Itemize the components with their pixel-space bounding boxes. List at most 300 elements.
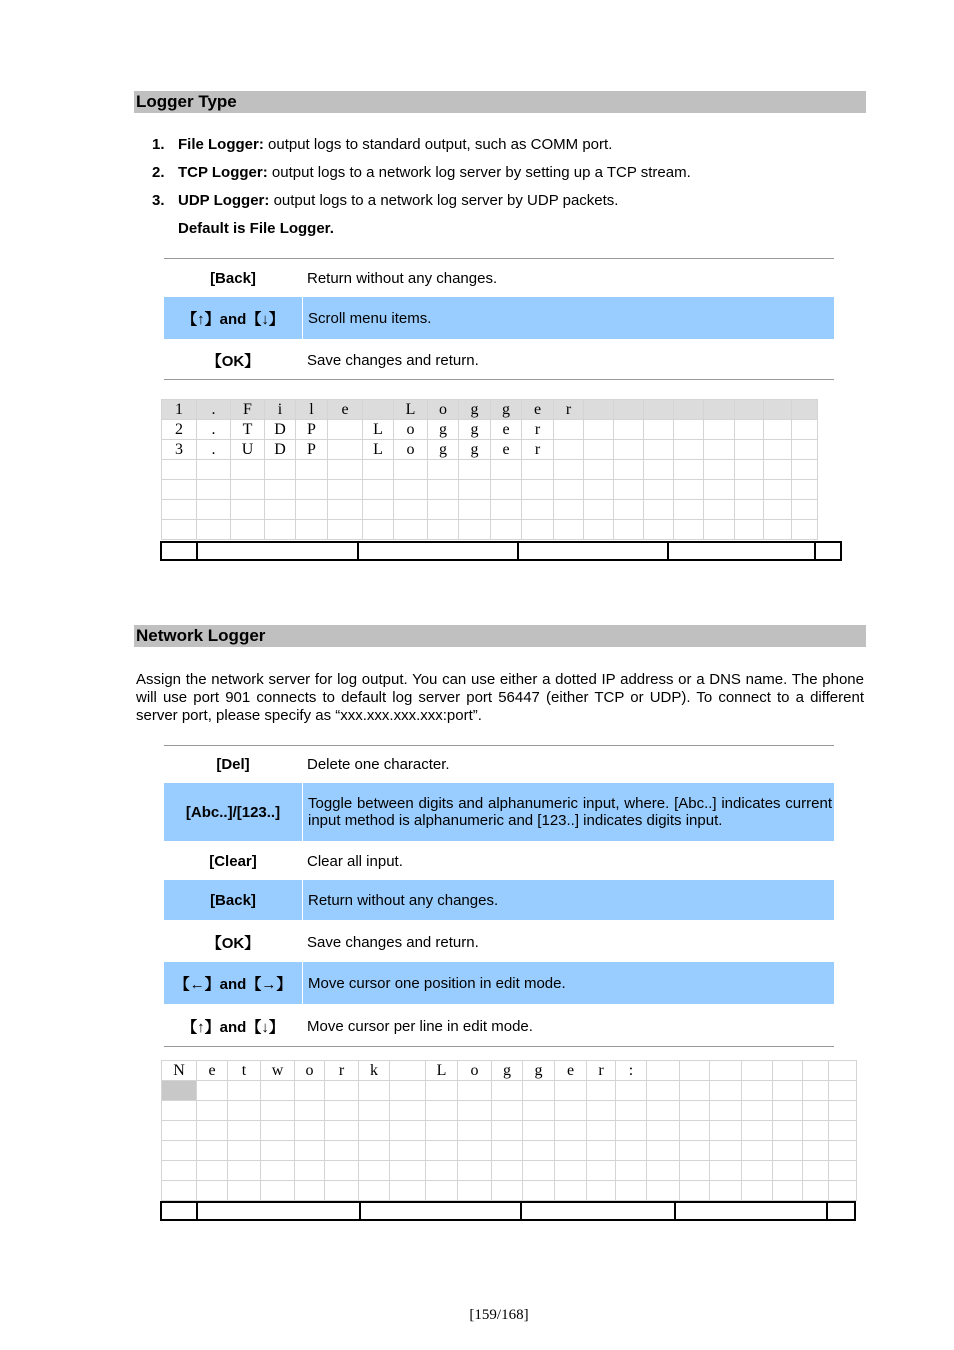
lcd-cell bbox=[644, 440, 674, 460]
lcd-cell bbox=[584, 520, 614, 540]
lcd-cell bbox=[162, 1141, 197, 1161]
lcd-cell bbox=[704, 480, 735, 500]
lcd-cell bbox=[803, 1061, 829, 1081]
lcd-cell bbox=[325, 1141, 359, 1161]
key-label: 【↑】and【↓】 bbox=[164, 297, 303, 339]
key-description: Delete one character. bbox=[307, 756, 450, 773]
lcd-cell: o bbox=[394, 440, 428, 460]
lcd-cell bbox=[764, 460, 792, 480]
lcd-cell bbox=[328, 480, 363, 500]
lcd-cell: e bbox=[491, 440, 522, 460]
lcd-cell bbox=[680, 1141, 710, 1161]
lcd-cell bbox=[614, 520, 644, 540]
lcd-cell bbox=[735, 520, 764, 540]
lcd-cell: T bbox=[231, 420, 265, 440]
lcd-cell: . bbox=[197, 440, 231, 460]
lcd-cell bbox=[644, 420, 674, 440]
lcd-cell bbox=[647, 1101, 680, 1121]
lcd-cell bbox=[458, 1161, 492, 1181]
lcd-cell: U bbox=[231, 440, 265, 460]
lcd-cell bbox=[680, 1101, 710, 1121]
key-row bbox=[164, 1006, 834, 1046]
lcd-cell bbox=[428, 460, 459, 480]
lcd-cell bbox=[680, 1061, 710, 1081]
lcd-cell bbox=[587, 1141, 616, 1161]
lcd-cell bbox=[773, 1101, 803, 1121]
lcd-cell: k bbox=[359, 1061, 390, 1081]
lcd-cell: L bbox=[363, 420, 394, 440]
lcd-cell: g bbox=[428, 420, 459, 440]
key-label: [Back] bbox=[164, 880, 303, 920]
list-item: 3. UDP Logger: output logs to a network log server by UDP packets. bbox=[152, 192, 619, 209]
lcd-cell bbox=[773, 1081, 803, 1101]
lcd-cell bbox=[792, 500, 818, 520]
lcd-cell bbox=[491, 520, 522, 540]
lcd-cell bbox=[555, 1181, 587, 1201]
lcd-cell: o bbox=[295, 1061, 325, 1081]
lcd-cell bbox=[162, 1081, 197, 1101]
lcd-cell bbox=[296, 500, 328, 520]
lcd-cell bbox=[197, 1101, 228, 1121]
softkey-slot bbox=[198, 543, 359, 559]
lcd-cell: e bbox=[197, 1061, 228, 1081]
lcd-cell bbox=[197, 1141, 228, 1161]
lcd-cell bbox=[674, 460, 704, 480]
lcd-cell bbox=[704, 400, 735, 420]
key-description: Clear all input. bbox=[307, 853, 403, 870]
lcd-cell bbox=[735, 400, 764, 420]
lcd-cell: g bbox=[459, 440, 491, 460]
lcd-cell bbox=[228, 1141, 261, 1161]
lcd-cell bbox=[614, 500, 644, 520]
lcd-cell bbox=[587, 1161, 616, 1181]
key-row bbox=[164, 922, 834, 962]
lcd-cell bbox=[644, 400, 674, 420]
lcd-cell: r bbox=[522, 440, 554, 460]
lcd-cell bbox=[644, 500, 674, 520]
lcd-cell: : bbox=[616, 1061, 647, 1081]
lcd-cell bbox=[162, 480, 197, 500]
lcd-cell bbox=[614, 420, 644, 440]
lcd-cell: w bbox=[261, 1061, 295, 1081]
lcd-cell: g bbox=[459, 420, 491, 440]
lcd-cell bbox=[295, 1081, 325, 1101]
lcd-cell bbox=[459, 500, 491, 520]
lcd-cell bbox=[735, 460, 764, 480]
lcd-cell bbox=[710, 1101, 742, 1121]
lcd-cell bbox=[492, 1121, 523, 1141]
lcd-cell bbox=[426, 1161, 458, 1181]
key-description: Return without any changes. bbox=[308, 891, 499, 909]
lcd-cell bbox=[295, 1141, 325, 1161]
lcd-cell bbox=[295, 1181, 325, 1201]
lcd-cell bbox=[674, 440, 704, 460]
lcd-cell bbox=[773, 1181, 803, 1201]
lcd-cell bbox=[522, 520, 554, 540]
lcd-cell bbox=[228, 1181, 261, 1201]
lcd-cell bbox=[162, 1181, 197, 1201]
lcd-cell bbox=[265, 460, 296, 480]
lcd-cell bbox=[523, 1141, 555, 1161]
lcd-cell bbox=[829, 1121, 857, 1141]
lcd-cell bbox=[735, 500, 764, 520]
lcd-cell: e bbox=[491, 420, 522, 440]
lcd-cell bbox=[647, 1141, 680, 1161]
lcd-cell bbox=[829, 1081, 857, 1101]
lcd-cell bbox=[554, 520, 584, 540]
lcd-cell bbox=[522, 480, 554, 500]
lcd-cell bbox=[197, 1161, 228, 1181]
lcd-cell bbox=[522, 500, 554, 520]
lcd-cell bbox=[426, 1141, 458, 1161]
key-row bbox=[164, 746, 834, 783]
section-header-logger-type bbox=[134, 91, 866, 113]
lcd-cell bbox=[325, 1121, 359, 1141]
lcd-cell bbox=[773, 1141, 803, 1161]
lcd-cell bbox=[803, 1101, 829, 1121]
list-item: 2. TCP Logger: output logs to a network log server by setting up a TCP stream. bbox=[152, 164, 691, 181]
lcd-cell bbox=[555, 1161, 587, 1181]
lcd-cell: g bbox=[491, 400, 522, 420]
key-label: [Del] bbox=[216, 756, 250, 773]
lcd-cell bbox=[428, 500, 459, 520]
lcd-cell bbox=[710, 1181, 742, 1201]
lcd-cell bbox=[829, 1161, 857, 1181]
lcd-cell bbox=[587, 1101, 616, 1121]
softkey-slot bbox=[361, 1203, 522, 1219]
lcd-cell bbox=[742, 1121, 773, 1141]
lcd-cell bbox=[704, 440, 735, 460]
softkey-slot bbox=[519, 543, 669, 559]
lcd-cell bbox=[228, 1121, 261, 1141]
lcd-cell: L bbox=[363, 440, 394, 460]
lcd-cell bbox=[228, 1101, 261, 1121]
lcd-cell: L bbox=[394, 400, 428, 420]
lcd-cell bbox=[704, 520, 735, 540]
lcd-cell bbox=[492, 1141, 523, 1161]
lcd-cell bbox=[584, 400, 614, 420]
lcd-cell bbox=[616, 1081, 647, 1101]
lcd-cell bbox=[803, 1181, 829, 1201]
lcd-cell bbox=[647, 1061, 680, 1081]
lcd-cell bbox=[704, 500, 735, 520]
softkey-slot bbox=[669, 543, 816, 559]
lcd-cell bbox=[197, 520, 231, 540]
lcd-cell bbox=[394, 520, 428, 540]
lcd-cell: i bbox=[265, 400, 296, 420]
lcd-cell bbox=[363, 500, 394, 520]
softkey-slot bbox=[676, 1203, 828, 1219]
lcd-cell: o bbox=[394, 420, 428, 440]
lcd-cell bbox=[555, 1141, 587, 1161]
lcd-cell bbox=[710, 1081, 742, 1101]
section-title: Network Logger bbox=[136, 626, 266, 645]
lcd-cell bbox=[735, 480, 764, 500]
lcd-cell bbox=[803, 1121, 829, 1141]
lcd-cell bbox=[458, 1081, 492, 1101]
lcd-cell bbox=[554, 500, 584, 520]
lcd-cell bbox=[680, 1161, 710, 1181]
softkey-bar bbox=[160, 1201, 856, 1221]
lcd-cell bbox=[647, 1121, 680, 1141]
lcd-cell: N bbox=[162, 1061, 197, 1081]
softkey-slot bbox=[828, 1203, 854, 1219]
lcd-cell bbox=[554, 420, 584, 440]
lcd-cell bbox=[616, 1181, 647, 1201]
key-label: 【OK】 bbox=[206, 352, 260, 370]
lcd-cell bbox=[296, 520, 328, 540]
softkey-bar bbox=[160, 541, 842, 561]
lcd-cell bbox=[674, 480, 704, 500]
lcd-cell bbox=[742, 1061, 773, 1081]
key-row bbox=[164, 259, 834, 297]
lcd-cell: . bbox=[197, 400, 231, 420]
lcd-cell bbox=[359, 1101, 390, 1121]
lcd-cell bbox=[764, 440, 792, 460]
lcd-cell bbox=[587, 1121, 616, 1141]
lcd-cell: r bbox=[325, 1061, 359, 1081]
lcd-cell bbox=[803, 1161, 829, 1181]
lcd-cell bbox=[491, 460, 522, 480]
lcd-cell bbox=[162, 500, 197, 520]
lcd-screen-network-logger bbox=[161, 1060, 857, 1201]
lcd-cell: . bbox=[197, 420, 231, 440]
lcd-cell bbox=[197, 480, 231, 500]
lcd-cell bbox=[359, 1081, 390, 1101]
lcd-cell bbox=[426, 1181, 458, 1201]
lcd-cell bbox=[491, 500, 522, 520]
lcd-cell bbox=[295, 1101, 325, 1121]
lcd-cell bbox=[764, 400, 792, 420]
lcd-cell bbox=[162, 1101, 197, 1121]
lcd-cell bbox=[587, 1181, 616, 1201]
lcd-cell bbox=[359, 1161, 390, 1181]
lcd-cell bbox=[773, 1061, 803, 1081]
lcd-cell bbox=[363, 400, 394, 420]
network-logger-key-table bbox=[164, 745, 834, 1047]
lcd-cell bbox=[458, 1121, 492, 1141]
lcd-cell bbox=[584, 480, 614, 500]
lcd-cell bbox=[261, 1141, 295, 1161]
lcd-cell: D bbox=[265, 420, 296, 440]
lcd-cell bbox=[792, 460, 818, 480]
lcd-cell bbox=[390, 1141, 426, 1161]
lcd-cell bbox=[197, 1121, 228, 1141]
key-row bbox=[164, 880, 834, 922]
lcd-cell bbox=[162, 1161, 197, 1181]
lcd-cell bbox=[261, 1081, 295, 1101]
lcd-cell bbox=[265, 520, 296, 540]
lcd-cell: r bbox=[522, 420, 554, 440]
lcd-cell: L bbox=[426, 1061, 458, 1081]
lcd-cell bbox=[614, 480, 644, 500]
key-label: [Clear] bbox=[209, 853, 257, 870]
key-description: Save changes and return. bbox=[307, 351, 479, 369]
lcd-cell bbox=[390, 1121, 426, 1141]
lcd-cell bbox=[710, 1141, 742, 1161]
lcd-cell bbox=[680, 1181, 710, 1201]
lcd-cell bbox=[265, 500, 296, 520]
lcd-cell: r bbox=[554, 400, 584, 420]
lcd-cell bbox=[584, 460, 614, 480]
lcd-cell bbox=[674, 520, 704, 540]
lcd-cell: r bbox=[587, 1061, 616, 1081]
lcd-cell bbox=[584, 500, 614, 520]
lcd-cell bbox=[554, 460, 584, 480]
lcd-cell bbox=[325, 1181, 359, 1201]
lcd-cell bbox=[390, 1081, 426, 1101]
lcd-cell bbox=[680, 1121, 710, 1141]
lcd-cell bbox=[491, 480, 522, 500]
lcd-cell bbox=[296, 460, 328, 480]
lcd-cell: e bbox=[522, 400, 554, 420]
lcd-cell bbox=[555, 1081, 587, 1101]
lcd-cell bbox=[296, 480, 328, 500]
key-description: Scroll menu items. bbox=[308, 309, 432, 327]
logger-type-key-table bbox=[164, 258, 834, 380]
lcd-screen-logger-type bbox=[161, 399, 818, 540]
key-row bbox=[164, 843, 834, 880]
lcd-cell bbox=[522, 460, 554, 480]
lcd-cell bbox=[773, 1161, 803, 1181]
lcd-cell bbox=[328, 440, 363, 460]
lcd-cell bbox=[363, 460, 394, 480]
lcd-cell bbox=[742, 1081, 773, 1101]
softkey-slot bbox=[162, 543, 198, 559]
lcd-cell bbox=[704, 460, 735, 480]
list-item: 1. File Logger: output logs to standard output, such as COMM port. bbox=[152, 136, 613, 153]
lcd-cell bbox=[390, 1181, 426, 1201]
lcd-cell bbox=[390, 1101, 426, 1121]
section-header-network-logger bbox=[134, 625, 866, 647]
lcd-cell bbox=[428, 480, 459, 500]
lcd-cell bbox=[295, 1121, 325, 1141]
lcd-cell bbox=[459, 520, 491, 540]
lcd-cell bbox=[792, 480, 818, 500]
lcd-cell bbox=[394, 460, 428, 480]
lcd-cell bbox=[162, 1121, 197, 1141]
lcd-cell bbox=[829, 1101, 857, 1121]
key-label: 【↑】and【↓】 bbox=[182, 1018, 284, 1036]
lcd-cell bbox=[773, 1121, 803, 1141]
lcd-cell bbox=[680, 1081, 710, 1101]
lcd-cell: P bbox=[296, 420, 328, 440]
key-label: [Back] bbox=[210, 269, 256, 287]
lcd-cell bbox=[426, 1081, 458, 1101]
lcd-cell bbox=[231, 500, 265, 520]
lcd-cell bbox=[328, 420, 363, 440]
lcd-cell bbox=[492, 1161, 523, 1181]
lcd-cell bbox=[261, 1181, 295, 1201]
lcd-cell bbox=[458, 1101, 492, 1121]
lcd-cell: g bbox=[523, 1061, 555, 1081]
lcd-cell bbox=[616, 1121, 647, 1141]
lcd-cell bbox=[492, 1181, 523, 1201]
lcd-cell: P bbox=[296, 440, 328, 460]
lcd-cell bbox=[710, 1161, 742, 1181]
lcd-cell bbox=[644, 460, 674, 480]
lcd-cell bbox=[228, 1161, 261, 1181]
lcd-cell bbox=[231, 520, 265, 540]
lcd-cell bbox=[584, 420, 614, 440]
key-label: [Abc..]/[123..] bbox=[164, 783, 303, 841]
lcd-cell bbox=[197, 1081, 228, 1101]
lcd-cell bbox=[231, 460, 265, 480]
lcd-cell bbox=[523, 1121, 555, 1141]
lcd-cell: g bbox=[459, 400, 491, 420]
lcd-cell bbox=[647, 1161, 680, 1181]
lcd-cell bbox=[428, 520, 459, 540]
key-row bbox=[164, 962, 834, 1006]
lcd-cell bbox=[792, 400, 818, 420]
lcd-cell bbox=[390, 1061, 426, 1081]
lcd-cell bbox=[261, 1101, 295, 1121]
lcd-cell bbox=[614, 400, 644, 420]
key-description: Toggle between digits and alphanumeric input, where. [Abc..] indicates current input method is alphanumeric and [123..] indicates digits input. bbox=[308, 795, 832, 829]
lcd-cell bbox=[325, 1081, 359, 1101]
lcd-cell bbox=[614, 440, 644, 460]
lcd-cell bbox=[792, 440, 818, 460]
lcd-cell bbox=[359, 1121, 390, 1141]
lcd-cell: o bbox=[458, 1061, 492, 1081]
lcd-cell bbox=[644, 520, 674, 540]
lcd-cell bbox=[674, 400, 704, 420]
lcd-cell bbox=[764, 520, 792, 540]
lcd-cell bbox=[426, 1101, 458, 1121]
softkey-slot bbox=[816, 543, 840, 559]
lcd-cell bbox=[328, 460, 363, 480]
logger-type-list bbox=[152, 136, 691, 220]
lcd-cell bbox=[742, 1161, 773, 1181]
lcd-cell bbox=[162, 460, 197, 480]
key-description: Move cursor per line in edit mode. bbox=[307, 1017, 533, 1035]
lcd-cell bbox=[554, 440, 584, 460]
lcd-cell bbox=[492, 1101, 523, 1121]
lcd-cell bbox=[523, 1081, 555, 1101]
lcd-cell bbox=[554, 480, 584, 500]
lcd-cell bbox=[261, 1121, 295, 1141]
key-row bbox=[164, 783, 834, 843]
lcd-cell bbox=[584, 440, 614, 460]
lcd-cell bbox=[829, 1141, 857, 1161]
lcd-cell: 1 bbox=[162, 400, 197, 420]
lcd-cell bbox=[644, 480, 674, 500]
lcd-cell bbox=[792, 420, 818, 440]
lcd-cell: g bbox=[492, 1061, 523, 1081]
lcd-cell bbox=[647, 1181, 680, 1201]
lcd-cell bbox=[197, 1181, 228, 1201]
lcd-cell bbox=[616, 1161, 647, 1181]
lcd-cell bbox=[426, 1121, 458, 1141]
lcd-cell bbox=[197, 460, 231, 480]
lcd-cell bbox=[829, 1181, 857, 1201]
key-row bbox=[164, 297, 834, 341]
key-label: 【OK】 bbox=[206, 934, 260, 952]
lcd-cell bbox=[647, 1081, 680, 1101]
default-note: Default is File Logger. bbox=[178, 220, 334, 237]
lcd-cell bbox=[742, 1181, 773, 1201]
lcd-cell: e bbox=[555, 1061, 587, 1081]
key-row bbox=[164, 341, 834, 379]
lcd-cell bbox=[295, 1161, 325, 1181]
lcd-cell: 3 bbox=[162, 440, 197, 460]
lcd-cell bbox=[523, 1101, 555, 1121]
network-logger-description: Assign the network server for log output. You can use either a dotted IP address or a DNS name. The phone will use port 901 connects to default log server port 56447 (either TCP or UDP). To connect to a different server port, please specify as “xxx.xxx.xxx.xxx:port”. bbox=[136, 671, 864, 724]
lcd-cell bbox=[614, 460, 644, 480]
lcd-cell bbox=[325, 1101, 359, 1121]
lcd-cell bbox=[803, 1081, 829, 1101]
lcd-cell bbox=[261, 1161, 295, 1181]
